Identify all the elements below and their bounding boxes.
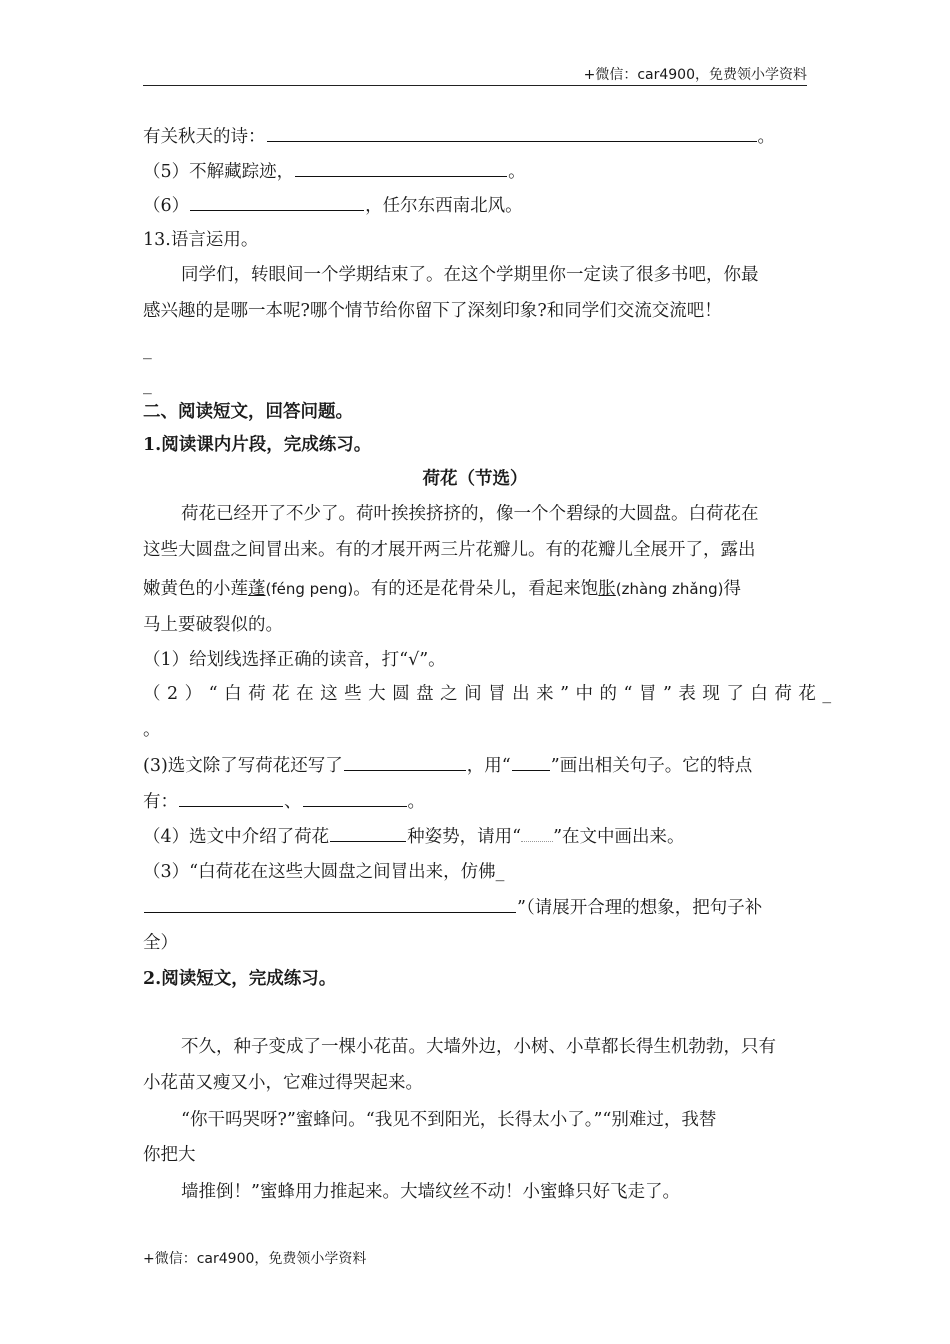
item6-line [143,189,807,223]
sub4-a: （4）选文中介绍了荷花 [143,827,330,847]
sub-question-3-line-2 [143,785,807,819]
item5-blank [295,156,507,177]
page-footer-text: +微信：car4900，免费领小学资料 [143,1251,367,1267]
section-two-title: 二、阅读短文，回答问题。 [143,402,353,422]
underlined-char-peng: 蓬 [248,579,266,599]
sub5-line2-end: ”（请展开合理的想象，把句子补 [517,898,763,918]
story-line-3: “你干吗哭呀?”蜜蜂问。“我见不到阳光，长得太小了。”“别难过，我替 [181,1110,717,1130]
sub3-line2-end: 。 [407,792,425,812]
underlined-char-zhang: 胀 [598,579,616,599]
passage-line-3 [143,572,807,606]
sub-question-5-line-1: （3）“白荷花在这些大圆盘之间冒出来，仿佛_ [143,862,505,882]
sub3-line-symbol [512,750,550,771]
header-divider [143,85,807,86]
autumn-poem-blank [267,121,757,142]
sub-question-2-line-2: 。 [143,720,161,740]
sub4-blank [330,821,406,842]
item6-blank [190,190,364,211]
sub3-b: ，用“ [466,756,511,776]
story-line-4: 你把大 [143,1145,196,1165]
q1-title: 1.阅读课内片段，完成练习。 [143,435,372,455]
passage-title: 荷花（节选） [422,469,528,489]
sub3-a: (3)选文除了写荷花还写了 [143,756,343,776]
pinyin-options-zhang: (zhàng zhǎng) [615,580,724,598]
item6-prefix: （6） [143,196,190,216]
item6-suffix: ，任尔东西南北风。 [365,196,523,216]
passage-line-3-a: 嫩黄色的小莲 [143,579,248,599]
sub3-line2-sep: 、 [284,792,302,812]
pinyin-options-peng: (féng peng) [265,580,354,598]
passage-line-3-c: 得 [723,579,741,599]
q13-answer-mark-2: _ [143,375,152,395]
passage-line-2: 这些大圆盘之间冒出来。有的才展开两三片花瓣儿。有的花瓣儿全展开了，露出 [143,540,756,560]
q2-title: 2.阅读短文，完成练习。 [143,969,337,989]
autumn-poem-label: 有关秋天的诗： [143,127,266,147]
sub3-blank-2 [179,786,283,807]
q13-line-2: 感兴趣的是哪一本呢?哪个情节给你留下了深刻印象?和同学们交流交流吧！ [143,301,722,321]
sub-question-4 [143,820,807,854]
autumn-poem-line [143,120,807,154]
sub3-blank-3 [303,786,407,807]
passage-line-4: 马上要破裂似的。 [143,615,283,635]
sub-question-1: （1）给划线选择正确的读音，打“√”。 [143,650,446,670]
item5-prefix: （5）不解藏踪迹， [143,162,295,182]
sub5-long-blank [144,892,516,913]
sub3-blank-1 [344,750,466,771]
page-header-text: +微信：car4900，免费领小学资料 [583,67,807,83]
story-line-1: 不久，种子变成了一棵小花苗。大墙外边，小树、小草都长得生机勃勃，只有 [181,1037,776,1057]
q13-line-1: 同学们，转眼间一个学期结束了。在这个学期里你一定读了很多书吧，你最 [181,265,759,285]
sub-question-2-line-1: （2）“白荷花在这些大圆盘之间冒出来”中的“冒”表现了白荷花_ [143,684,838,704]
item5-line [143,155,807,189]
sub3-c: ”画出相关句子。它的特点 [550,756,753,776]
passage-line-3-b: 。有的还是花骨朵儿，看起来饱 [353,579,599,599]
sub4-c: ”在文中画出来。 [553,827,685,847]
sub-question-5-line-3: 全） [143,933,178,953]
sub-question-5-line-2 [143,891,807,925]
story-line-2: 小花苗又瘦又小，它难过得哭起来。 [143,1073,423,1093]
sub4-b: 种姿势，请用“ [407,827,522,847]
autumn-poem-end: 。 [757,127,775,147]
sub3-line2-a: 有： [143,792,178,812]
q13-title: 13.语言运用。 [143,230,259,250]
item5-end: 。 [508,162,526,182]
passage-line-1: 荷花已经开了不少了。荷叶挨挨挤挤的，像一个个碧绿的大圆盘。白荷花在 [181,504,759,524]
sub-question-3-line-1 [143,749,807,783]
story-line-5: 墙推倒！”蜜蜂用力推起来。大墙纹丝不动！小蜜蜂只好飞走了。 [181,1182,680,1202]
wavy-line-symbol [521,821,553,842]
q13-answer-mark-1: _ [143,340,152,360]
